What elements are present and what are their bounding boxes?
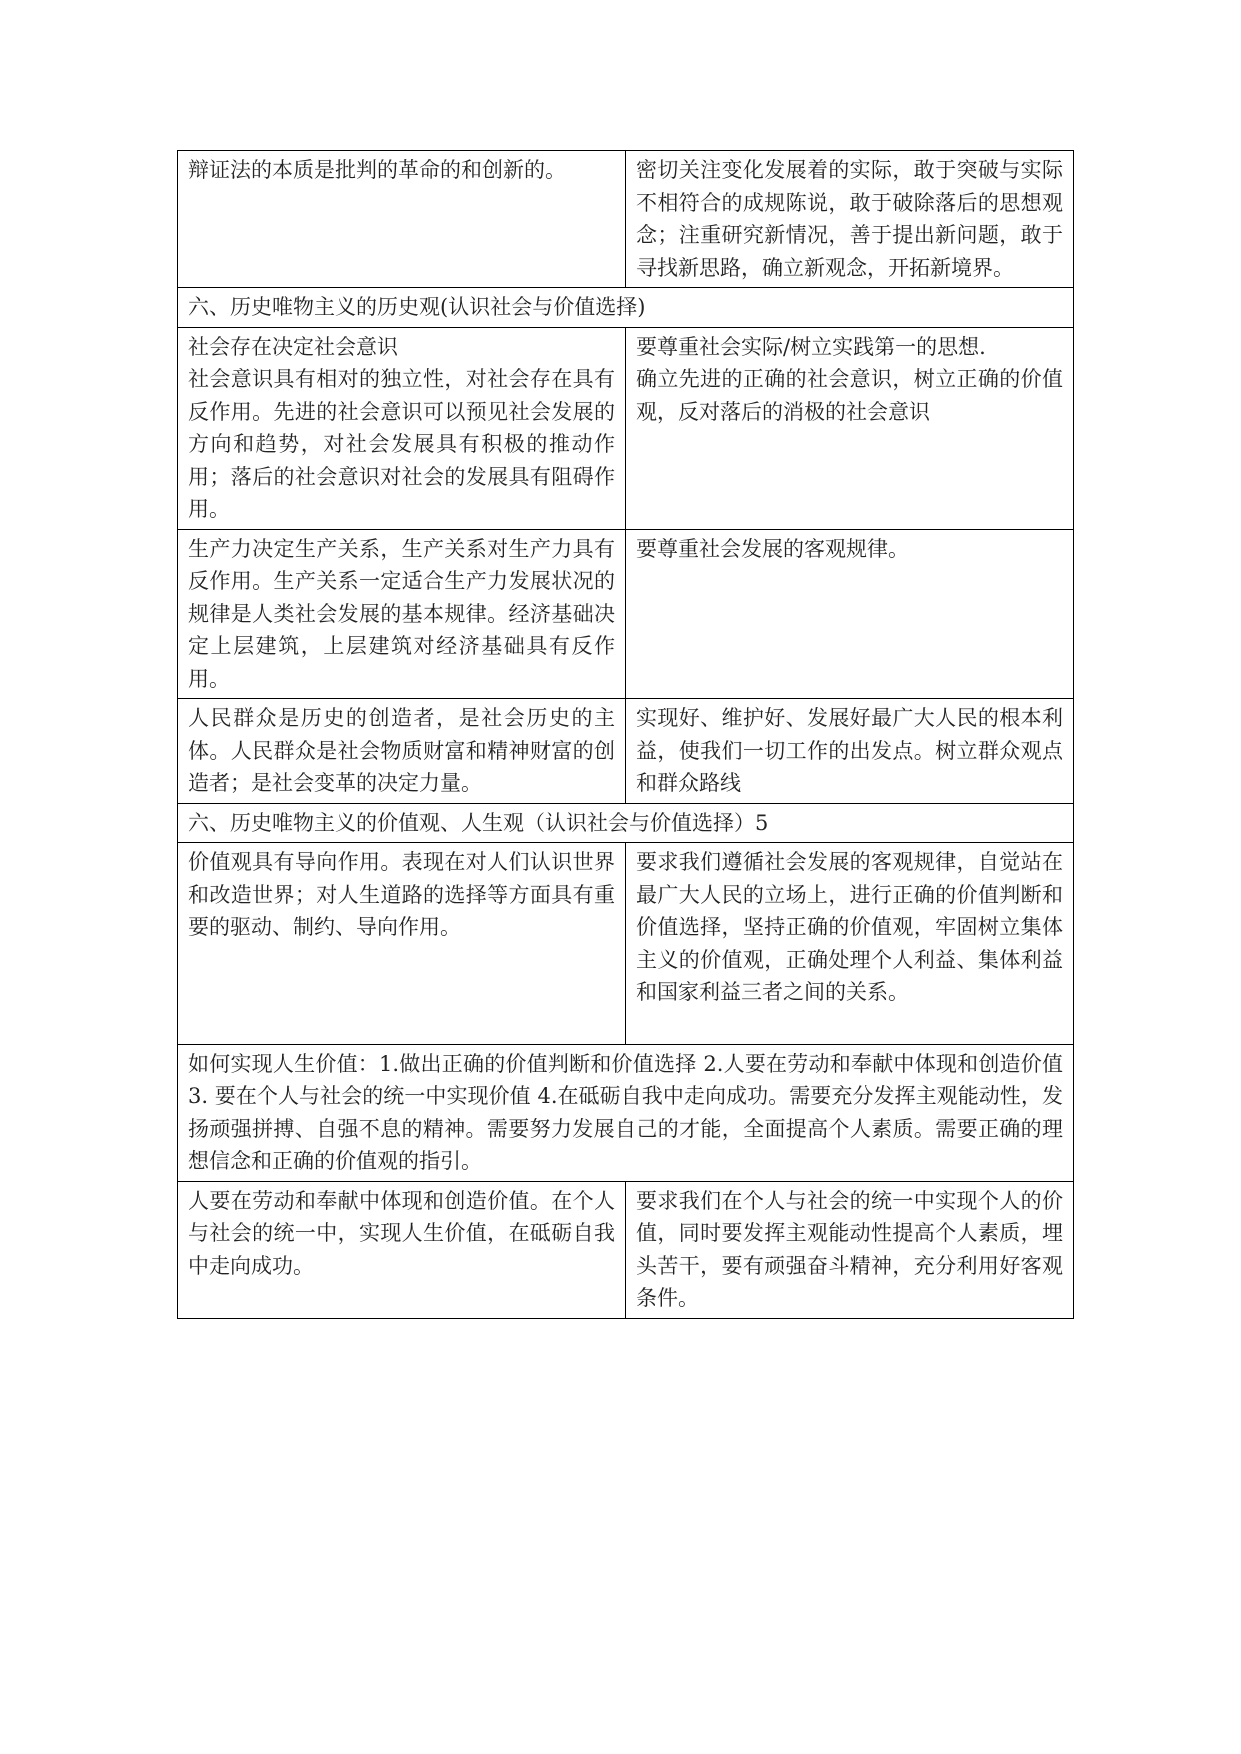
cell-text: 人要在劳动和奉献中体现和创造价值。在个人与社会的统一中，实现人生价值，在砥砺自我中走向成功。 (188, 1188, 615, 1278)
table-row (178, 843, 1074, 1045)
table-cell-right (626, 1181, 1074, 1318)
table-cell-right (626, 327, 1074, 529)
table-cell-right (626, 843, 1074, 1045)
table-row (178, 699, 1074, 804)
table-cell-right (626, 151, 1074, 288)
section-header-row (178, 288, 1074, 328)
cell-text: 要尊重社会发展的客观规律。 (636, 536, 909, 561)
cell-text: 生产力决定生产关系，生产关系对生产力具有反作用。生产关系一定适合生产力发展状况的规律是人类社会发展的基本规律。经济基础决定上层建筑，上层建筑对经济基础具有反作用。 (188, 536, 615, 691)
full-width-row (178, 1044, 1074, 1181)
cell-text: 社会意识具有相对的独立性，对社会存在具有反作用。先进的社会意识可以预见社会发展的方向和趋势，对社会发展具有积极的推动作用；落后的社会意识对社会的发展具有阻碍作用。 (188, 367, 615, 521)
table-cell-left (178, 529, 626, 699)
table-cell-right (626, 699, 1074, 804)
cell-text: 密切关注变化发展着的实际，敢于突破与实际不相符合的成规陈说，敢于破除落后的思想观念；注重研究新情况，善于提出新问题，敢于寻找新思路，确立新观念，开拓新境界。 (636, 158, 1063, 280)
content-table (177, 150, 1074, 1319)
life-value-summary: 如何实现人生价值：1.做出正确的价值判断和价值选择 2.人要在劳动和奉献中体现和创造价值 3. 要在个人与社会的统一中实现价值 4.在砥砺自我中走向成功。需要充分发挥主观能动性，发扬顽强拼搏、自强不息的精神。需要努力发展自己的才能，全面提高个人素质。需要正确的理想信念和正确的价值观的指引。 (178, 1044, 1074, 1181)
table-cell-left (178, 699, 626, 804)
table-row (178, 529, 1074, 699)
cell-text: 价值观具有导向作用。表现在对人们认识世界和改造世界；对人生道路的选择等方面具有重要的驱动、制约、导向作用。 (188, 850, 615, 939)
section-header-row (178, 803, 1074, 843)
section-header-history: 六、历史唯物主义的历史观(认识社会与价值选择) (178, 288, 1074, 328)
table-cell-left (178, 843, 626, 1045)
cell-text: 实现好、维护好、发展好最广大人民的根本利益，使我们一切工作的出发点。树立群众观点和群众路线 (636, 706, 1063, 795)
table-cell-left (178, 151, 626, 288)
cell-text: 人民群众是历史的创造者，是社会历史的主体。人民群众是社会物质财富和精神财富的创造者；是社会变革的决定力量。 (188, 706, 615, 795)
section-header-values: 六、历史唯物主义的价值观、人生观（认识社会与价值选择）5 (178, 803, 1074, 843)
cell-text: 辩证法的本质是批判的革命的和创新的。 (188, 158, 566, 182)
table-cell-right (626, 529, 1074, 699)
cell-text: 要尊重社会实际/树立实践第一的思想. (636, 334, 986, 359)
table-row (178, 1181, 1074, 1318)
cell-text: 社会存在决定社会意识 (188, 334, 398, 359)
table-row (178, 151, 1074, 288)
cell-text: 要求我们遵循社会发展的客观规律，自觉站在最广大人民的立场上，进行正确的价值判断和价值选择，坚持正确的价值观，牢固树立集体主义的价值观，正确处理个人利益、集体利益和国家利益三者之间的关系。 (636, 850, 1063, 1004)
cell-text: 要求我们在个人与社会的统一中实现个人的价值，同时要发挥主观能动性提高个人素质，埋头苦干，要有顽强奋斗精神，充分利用好客观条件。 (636, 1188, 1063, 1310)
cell-text: 确立先进的正确的社会意识，树立正确的价值观，反对落后的消极的社会意识 (636, 367, 1063, 424)
table-row (178, 327, 1074, 529)
table-cell-left (178, 327, 626, 529)
table-cell-left (178, 1181, 626, 1318)
